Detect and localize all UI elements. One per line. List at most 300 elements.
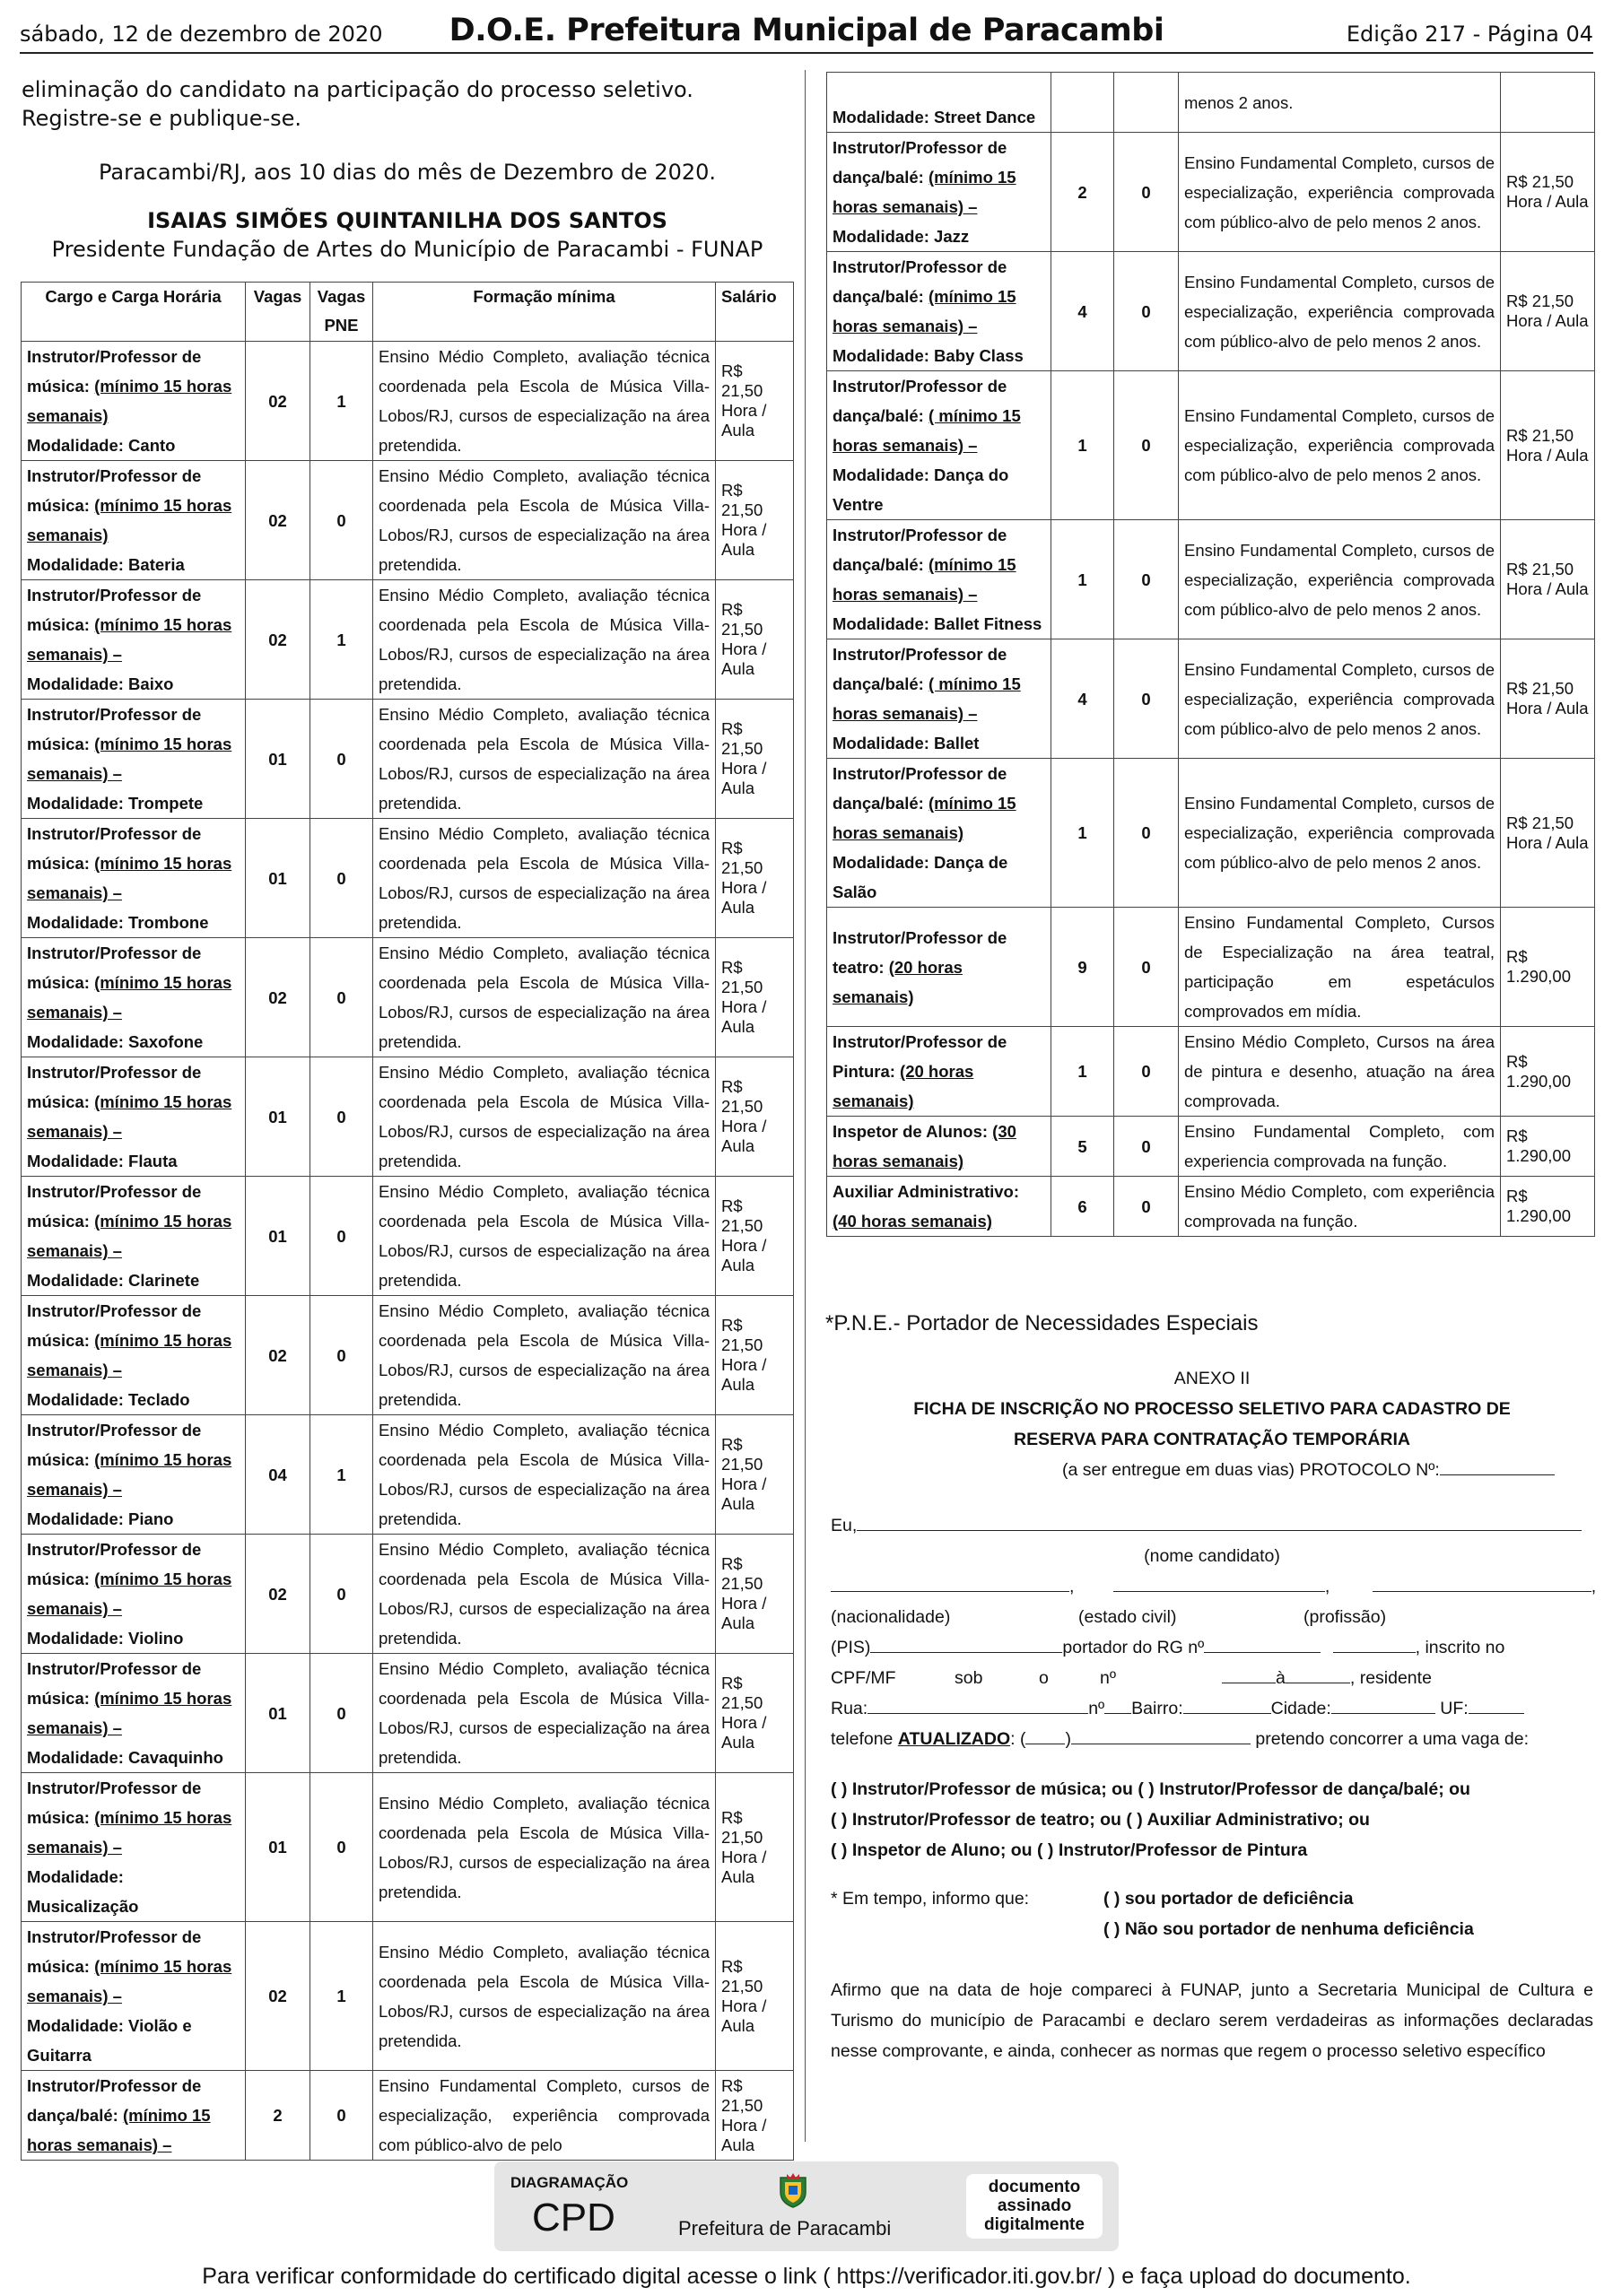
cargo-role: Instrutor/Professor de dança/balé: [27, 2076, 202, 2125]
vagas-cell: 2 [1051, 133, 1114, 252]
vagas-cell: 02 [246, 1296, 310, 1415]
signer-name: ISAIAS SIMÕES QUINTANILHA DOS SANTOS [147, 208, 667, 233]
vagas-pne-cell: 0 [310, 1177, 373, 1296]
sob-label: sob [955, 1668, 983, 1688]
header-title: D.O.E. Prefeitura Municipal de Paracambi [449, 13, 1164, 48]
salario-cell: R$ 21,50 Hora / Aula [716, 1773, 794, 1922]
vagas-cell: 4 [1051, 639, 1114, 759]
table-row [827, 1027, 1595, 1117]
tel-paren: : ( [1010, 1729, 1026, 1749]
vagas-cell: 04 [246, 1415, 310, 1535]
table-row [827, 908, 1595, 1027]
street-blank[interactable] [868, 1694, 1088, 1714]
formacao-cell: Ensino Fundamental Completo, cursos de especialização, experiência comprovada com público-alvo de pelo menos 2 anos. [1179, 371, 1501, 520]
cargo-role: Instrutor/Professor de música: [27, 1421, 202, 1469]
cargo-hours: (mínimo 15 horas semanais) – [27, 1212, 232, 1260]
vagas-cell: 9 [1051, 908, 1114, 1027]
cargo-cell [22, 1922, 246, 2071]
cargo-hours: (mínimo 15 horas semanais) – [27, 1450, 232, 1499]
cargo-hours: (mínimo 15 horas semanais) – [27, 735, 232, 783]
cargo-modality: Modalidade: Canto [27, 436, 176, 455]
cargo-modality: Modalidade: Dança de Salão [833, 853, 1008, 901]
cidade-label: Cidade: [1270, 1699, 1331, 1718]
bairro-label: Bairro: [1131, 1699, 1183, 1718]
cargo-hours: (20 horas semanais) [833, 957, 963, 1006]
formacao-cell: Ensino Médio Completo, Cursos na área de pintura e desenho, atuação na área comprovada. [1179, 1027, 1501, 1117]
vagas-pne-cell: 0 [310, 1296, 373, 1415]
cargo-cell [22, 1415, 246, 1535]
rg-label: portador do RG nº [1062, 1638, 1205, 1657]
cargo-modality: Modalidade: Teclado [27, 1390, 190, 1409]
eu-label: Eu, [831, 1516, 858, 1535]
vagas-pne-cell: 0 [310, 1654, 373, 1773]
cargo-cell [827, 1177, 1051, 1237]
salario-cell: R$ 21,50 Hora / Aula [1501, 133, 1595, 252]
cargo-cell [22, 938, 246, 1057]
cargo-cell [22, 1296, 246, 1415]
annex-sub: (a ser entregue em duas vias) PROTOCOLO Nº: [1062, 1460, 1440, 1480]
deficiency-line-2 [831, 1914, 1593, 1944]
deficiency-option-no[interactable]: ( ) Não sou portador de nenhuma deficiência [1103, 1919, 1474, 1939]
vagas-cell: 02 [246, 461, 310, 580]
vagas-pne-cell: 0 [1114, 908, 1179, 1027]
salario-cell: R$ 21,50 Hora / Aula [716, 2071, 794, 2161]
salario-cell: R$ 21,50 Hora / Aula [716, 461, 794, 580]
salario-cell: R$ 21,50 Hora / Aula [1501, 252, 1595, 371]
cpd-label: CPD [532, 2196, 615, 2239]
salario-cell: R$ 1.290,00 [1501, 1117, 1595, 1177]
coat-of-arms-icon [776, 2172, 810, 2208]
salario-cell: R$ 21,50 Hora / Aula [1501, 520, 1595, 639]
option-line-2[interactable]: ( ) Instrutor/Professor de teatro; ou ( ) Auxiliar Administrativo; ou [831, 1810, 1370, 1830]
vagas-pne-cell: 0 [310, 1535, 373, 1654]
formacao-cell: Ensino Médio Completo, avaliação técnica coordenada pela Escola de Música Villa-Lobos/RJ, cursos de especialização na área pretendida. [373, 700, 716, 819]
position-options [831, 1774, 1593, 1866]
cargo-cell [827, 252, 1051, 371]
table-row [827, 759, 1595, 908]
cargo-role: Instrutor/Professor de música: [27, 824, 202, 873]
cargo-role: Instrutor/Professor de música: [27, 944, 202, 992]
cargo-cell [827, 908, 1051, 1027]
cargo-hours: (mínimo 15 horas semanais) [833, 794, 1016, 842]
vagas-pne-cell: 0 [1114, 520, 1179, 639]
cargo-role: Instrutor/Professor de dança/balé: [833, 138, 1007, 187]
cargo-role: Instrutor/Professor de teatro: [833, 927, 1007, 977]
vagas-pne-cell: 0 [310, 2071, 373, 2161]
cargo-cell [827, 759, 1051, 908]
formacao-cell: Ensino Médio Completo, avaliação técnica coordenada pela Escola de Música Villa-Lobos/RJ, cursos de especialização na área pretendida. [373, 342, 716, 461]
cargo-role: Instrutor/Professor de música: [27, 1063, 202, 1111]
salario-cell: R$ 21,50 Hora / Aula [1501, 639, 1595, 759]
header-cargo-text: Cargo e Carga Horária [45, 287, 222, 306]
vagas-cell: 02 [246, 342, 310, 461]
vagas-cell: 02 [246, 580, 310, 700]
vagas-cell: 1 [1051, 1027, 1114, 1117]
protocol-blank[interactable] [1440, 1456, 1555, 1475]
cargo-modality: Modalidade: Baixo [27, 674, 174, 693]
positions-table-right [826, 72, 1595, 1237]
vagas-cell: 02 [246, 1535, 310, 1654]
blanks-line: , , , [831, 1571, 1593, 1602]
header-edition: Edição 217 - Página 04 [1346, 22, 1593, 47]
name-blank[interactable] [857, 1511, 1582, 1531]
cargo-modality: Modalidade: Dança do Ventre [833, 465, 1009, 514]
nome-caption: (nome candidato) [1144, 1546, 1280, 1566]
cargo-hours: ( mínimo 15 horas semanais) – [833, 674, 1021, 723]
formacao-cell: menos 2 anos. [1179, 73, 1501, 133]
pis-blank[interactable] [870, 1633, 1062, 1653]
vagas-pne-cell: 1 [310, 1415, 373, 1535]
cargo-modality: Modalidade: Ballet Fitness [833, 614, 1042, 633]
signed-line-1: documento [988, 2178, 1081, 2196]
cargo-cell [22, 1057, 246, 1177]
formacao-cell: Ensino Fundamental Completo, Cursos de Especialização na área teatral, participação em espetáculos comprovados em mídia. [1179, 908, 1501, 1027]
vagas-cell: 4 [1051, 252, 1114, 371]
ddd-blank[interactable] [1025, 1725, 1065, 1744]
vagas-cell: 01 [246, 1773, 310, 1922]
table-row [22, 1922, 794, 2071]
table-row [827, 73, 1595, 133]
formacao-cell: Ensino Médio Completo, avaliação técnica coordenada pela Escola de Música Villa-Lobos/RJ, cursos de especialização na área pretendida. [373, 461, 716, 580]
vagas-cell: 01 [246, 1654, 310, 1773]
cargo-role: Instrutor/Professor de música: [27, 1659, 202, 1708]
vagas-pne-cell: 1 [310, 342, 373, 461]
cargo-role: Instrutor/Professor de dança/balé: [833, 645, 1007, 693]
nationality-blank[interactable] [831, 1572, 1069, 1592]
cargo-cell [827, 520, 1051, 639]
formacao-cell: Ensino Médio Completo, com experiência comprovada na função. [1179, 1177, 1501, 1237]
formacao-cell: Ensino Médio Completo, avaliação técnica coordenada pela Escola de Música Villa-Lobos/RJ, cursos de especialização na área pretendida. [373, 1773, 716, 1922]
cargo-cell [22, 819, 246, 938]
salario-cell: R$ 21,50 Hora / Aula [716, 819, 794, 938]
captions-line [831, 1602, 1593, 1632]
vagas-cell: 6 [1051, 1177, 1114, 1237]
cargo-modality: Modalidade: Saxofone [27, 1032, 204, 1051]
cargo-hours: (mínimo 15 horas semanais) – [27, 1808, 232, 1857]
eu-line [831, 1510, 1593, 1541]
salario-cell: R$ 21,50 Hora / Aula [716, 1296, 794, 1415]
cargo-modality: Modalidade: Street Dance [833, 108, 1036, 126]
vagas-pne-cell: 1 [310, 1922, 373, 2071]
cargo-cell [22, 1773, 246, 1922]
rg-blank-2[interactable] [1333, 1633, 1416, 1653]
table-row [827, 133, 1595, 252]
cargo-hours: (mínimo 15 horas semanais) – [27, 1092, 232, 1141]
formacao-cell: Ensino Médio Completo, avaliação técnica coordenada pela Escola de Música Villa-Lobos/RJ, cursos de especialização na área pretendida. [373, 938, 716, 1057]
header-date: sábado, 12 de dezembro de 2020 [20, 22, 383, 47]
uf-blank[interactable] [1469, 1694, 1524, 1714]
vagas-cell: 02 [246, 1922, 310, 2071]
city-blank[interactable] [1331, 1694, 1435, 1714]
formacao-cell: Ensino Médio Completo, avaliação técnica coordenada pela Escola de Música Villa-Lobos/RJ, cursos de especialização na área pretendida. [373, 580, 716, 700]
intro-line: Registre-se e publique-se. [22, 106, 302, 131]
vagas-cell: 1 [1051, 371, 1114, 520]
signed-line-3: digitalmente [984, 2215, 1085, 2234]
cargo-role: Auxiliar Administrativo: [833, 1182, 1019, 1201]
table-row [22, 1773, 794, 1922]
annex-form [831, 1363, 1597, 2066]
vagas-pne-cell: 0 [1114, 1177, 1179, 1237]
cargo-role: Instrutor/Professor de dança/balé: [833, 377, 1007, 425]
vagas-cell: 02 [246, 938, 310, 1057]
table-row [827, 1117, 1595, 1177]
header-cargo [22, 283, 246, 342]
cargo-cell [22, 461, 246, 580]
salario-cell: R$ 1.290,00 [1501, 1027, 1595, 1117]
cargo-hours: ( mínimo 15 horas semanais) – [833, 406, 1021, 455]
cargo-role: Instrutor/Professor de música: [27, 1301, 202, 1350]
vagas-cell [1051, 73, 1114, 133]
cargo-hours: (mínimo 15 horas semanais) [27, 496, 232, 544]
cargo-role: Instrutor/Professor de Pintura: [833, 1032, 1007, 1081]
formacao-cell: Ensino Médio Completo, avaliação técnica coordenada pela Escola de Música Villa-Lobos/RJ, cursos de especialização na área pretendida. [373, 1654, 716, 1773]
number-blank[interactable] [1104, 1694, 1131, 1714]
header-vagas [246, 283, 310, 342]
vagas-cell: 01 [246, 1177, 310, 1296]
vagas-pne-cell: 0 [310, 1057, 373, 1177]
vagas-cell: 1 [1051, 759, 1114, 908]
pis-label: (PIS) [831, 1638, 871, 1657]
intro-section [22, 75, 793, 264]
table-row [22, 342, 794, 461]
vagas-pne-cell: 0 [1114, 759, 1179, 908]
column-divider [805, 70, 806, 2142]
cargo-modality: Modalidade: Piano [27, 1509, 174, 1528]
table-row [22, 938, 794, 1057]
salario-cell: R$ 21,50 Hora / Aula [716, 1177, 794, 1296]
cargo-role: Instrutor/Professor de dança/balé: [833, 526, 1007, 574]
phone-blank[interactable] [1071, 1725, 1251, 1744]
cargo-role: Instrutor/Professor de música: [27, 1927, 202, 1976]
table-row [22, 1654, 794, 1773]
formacao-cell: Ensino Fundamental Completo, cursos de especialização, experiência comprovada com público-alvo de pelo menos 2 anos. [1179, 759, 1501, 908]
cargo-hours: (mínimo 15 horas semanais) – [833, 555, 1016, 604]
salario-cell: R$ 21,50 Hora / Aula [716, 1057, 794, 1177]
em-tempo-label: * Em tempo, informo que: [831, 1889, 1030, 1909]
cargo-hours: (mínimo 15 horas semanais) – [27, 1957, 232, 2005]
vagas-pne-cell: 0 [1114, 371, 1179, 520]
salario-cell: R$ 21,50 Hora / Aula [1501, 759, 1595, 908]
signer-role: Presidente Fundação de Artes do Município de Paracambi - FUNAP [51, 237, 763, 262]
place-date: Paracambi/RJ, aos 10 dias do mês de Dezembro de 2020. [98, 160, 717, 185]
annex-title: ANEXO II [1173, 1369, 1251, 1388]
annex-heading-2: RESERVA PARA CONTRATAÇÃO TEMPORÁRIA [1013, 1430, 1410, 1449]
formacao-cell: Ensino Médio Completo, avaliação técnica coordenada pela Escola de Música Villa-Lobos/RJ, cursos de especialização na área pretendida. [373, 1296, 716, 1415]
tel-close: ) [1065, 1729, 1071, 1749]
cargo-role: Instrutor/Professor de música: [27, 705, 202, 753]
table-row [22, 1535, 794, 1654]
salario-cell: R$ 1.290,00 [1501, 908, 1595, 1027]
header-vagas-text: Vagas [253, 287, 302, 306]
cpf-line [831, 1663, 1593, 1693]
formacao-cell: Ensino Fundamental Completo, cursos de especialização, experiência comprovada com público-alvo de pelo menos 2 anos. [1179, 252, 1501, 371]
civil-status-blank[interactable] [1113, 1572, 1325, 1592]
left-table-body [22, 342, 794, 2161]
cargo-cell [22, 1177, 246, 1296]
cargo-cell [827, 73, 1051, 133]
formacao-cell: Ensino Fundamental Completo, cursos de especialização, experiência comprovada com público-alvo de pelo menos 2 anos. [1179, 133, 1501, 252]
cargo-role: Instrutor/Professor de música: [27, 1182, 202, 1231]
address-line [831, 1693, 1593, 1724]
cargo-role: Instrutor/Professor de dança/balé: [833, 257, 1007, 306]
cargo-role: Instrutor/Professor de música: [27, 586, 202, 634]
salario-cell: R$ 21,50 Hora / Aula [716, 342, 794, 461]
cargo-hours: (30 horas semanais) [833, 1122, 1016, 1170]
vagas-cell: 01 [246, 700, 310, 819]
vagas-cell: 01 [246, 1057, 310, 1177]
vagas-cell: 5 [1051, 1117, 1114, 1177]
cargo-modality: Modalidade: Bateria [27, 555, 185, 574]
table-row [22, 700, 794, 819]
profession-blank[interactable] [1373, 1572, 1591, 1592]
cargo-modality: Modalidade: Trombone [27, 913, 209, 932]
no2-label: nº [1088, 1699, 1105, 1718]
pis-line [831, 1632, 1593, 1663]
table-row [827, 1177, 1595, 1237]
vagas-cell: 01 [246, 819, 310, 938]
salario-cell: R$ 21,50 Hora / Aula [716, 580, 794, 700]
vagas-pne-cell: 0 [1114, 252, 1179, 371]
cargo-hours: (mínimo 15 horas semanais) – [27, 1689, 232, 1737]
cargo-role: Instrutor/Professor de música: [27, 466, 202, 515]
vagas-pne-cell: 1 [310, 580, 373, 700]
table-row [22, 2071, 794, 2161]
vagas-pne-cell: 0 [1114, 1027, 1179, 1117]
cargo-modality: Modalidade: Clarinete [27, 1271, 200, 1290]
salario-cell: R$ 1.290,00 [1501, 1177, 1595, 1237]
telefone-label: telefone [831, 1729, 894, 1749]
cargo-modality: Modalidade: Musicalização [27, 1867, 139, 1916]
table-row [22, 1296, 794, 1415]
salario-cell: R$ 21,50 Hora / Aula [716, 938, 794, 1057]
cargo-hours: (mínimo 15 horas semanais) [27, 377, 232, 425]
affirmation-paragraph: Afirmo que na data de hoje compareci à FUNAP, junto a Secretaria Municipal de Cultura e Turismo do município de Paracambi e declaro serem verdadeiras as informações declaradas nesse comprovante, e ainda, conhecer as normas que regem o processo seletivo específico [831, 1980, 1593, 2061]
table-row [22, 819, 794, 938]
cargo-role: Instrutor/Professor de música: [27, 347, 202, 396]
cargo-cell [22, 1535, 246, 1654]
cargo-hours: (mínimo 15 horas semanais) – [833, 168, 1016, 216]
formacao-cell: Ensino Médio Completo, avaliação técnica coordenada pela Escola de Música Villa-Lobos/RJ, cursos de especialização na área pretendida. [373, 1177, 716, 1296]
uf-label: UF: [1440, 1699, 1469, 1718]
table-row [22, 580, 794, 700]
cargo-hours: (mínimo 15 horas semanais) – [27, 1570, 232, 1618]
vagas-pne-cell: 0 [1114, 1117, 1179, 1177]
cargo-hours: (mínimo 15 horas semanais) – [27, 854, 232, 902]
cargo-cell [22, 342, 246, 461]
deficiency-option-yes[interactable]: ( ) sou portador de deficiência [1103, 1889, 1354, 1909]
cpf-blank[interactable] [1222, 1664, 1276, 1683]
rg-blank[interactable] [1204, 1633, 1321, 1653]
formacao-cell: Ensino Médio Completo, avaliação técnica coordenada pela Escola de Música Villa-Lobos/RJ, cursos de especialização na área pretendida. [373, 1535, 716, 1654]
option-line-1[interactable]: ( ) Instrutor/Professor de música; ou ( ) Instrutor/Professor de dança/balé; ou [831, 1779, 1470, 1799]
cargo-cell [827, 1117, 1051, 1177]
cargo-modality: Modalidade: Flauta [27, 1152, 178, 1170]
formacao-cell: Ensino Fundamental Completo, com experiencia comprovada na função. [1179, 1117, 1501, 1177]
vagas-pne-cell: 0 [310, 938, 373, 1057]
salario-cell: R$ 21,50 Hora / Aula [716, 1654, 794, 1773]
atualizado-label: ATUALIZADO [897, 1729, 1011, 1749]
formacao-cell: Ensino Fundamental Completo, cursos de especialização, experiência comprovada com público-alvo de pelo [373, 2071, 716, 2161]
vagas-pne-cell: 0 [1114, 639, 1179, 759]
cargo-modality: Modalidade: Trompete [27, 794, 204, 813]
cargo-cell [827, 639, 1051, 759]
cargo-cell [827, 133, 1051, 252]
positions-table-left [21, 282, 794, 2161]
cargo-modality: Modalidade: Baby Class [833, 346, 1024, 365]
table-row [827, 520, 1595, 639]
option-line-3[interactable]: ( ) Inspetor de Aluno; ou ( ) Instrutor/Professor de Pintura [831, 1840, 1308, 1860]
table-row [827, 639, 1595, 759]
residente-label: , residente [1349, 1668, 1432, 1688]
cargo-cell [22, 1654, 246, 1773]
right-table-body [827, 73, 1595, 1237]
phone-line [831, 1724, 1593, 1754]
signed-badge [966, 2174, 1103, 2239]
table-row [22, 461, 794, 580]
date-blank[interactable] [1286, 1664, 1350, 1683]
cargo-role: Instrutor/Professor de música: [27, 1779, 202, 1827]
header-formacao-text: Formação mínima [473, 287, 615, 306]
salario-cell: R$ 21,50 Hora / Aula [716, 1535, 794, 1654]
footer-box [494, 2161, 1119, 2251]
table-row [22, 1177, 794, 1296]
vagas-pne-cell: 0 [1114, 133, 1179, 252]
vagas-pne-cell: 0 [310, 1773, 373, 1922]
protocol-line [831, 1455, 1593, 1485]
page-header [20, 13, 1593, 54]
deficiency-line-1 [831, 1883, 1593, 1914]
verification-note: Para verificar conformidade do certificado digital acesse o link ( https://verificador.iti.gov.br/ ) e faça upload do documento. [202, 2264, 1411, 2289]
intro-line: eliminação do candidato na participação do processo seletivo. [22, 77, 693, 102]
cargo-hours: (20 horas semanais) [833, 1062, 974, 1110]
cargo-hours: (40 horas semanais) [833, 1212, 992, 1231]
signed-line-2: assinado [997, 2196, 1072, 2215]
annex-heading-1: FICHA DE INSCRIÇÃO NO PROCESSO SELETIVO PARA CADASTRO DE [913, 1399, 1511, 1419]
salario-cell: R$ 21,50 Hora / Aula [716, 1922, 794, 2071]
estado-civil-caption: (estado civil) [1078, 1607, 1177, 1627]
cargo-modality: Modalidade: Jazz [833, 227, 970, 246]
pne-note: *P.N.E.- Portador de Necessidades Especiais [825, 1311, 1259, 1335]
bairro-blank[interactable] [1183, 1694, 1271, 1714]
cargo-cell [22, 700, 246, 819]
vagas-pne-cell: 0 [310, 461, 373, 580]
rua-label: Rua: [831, 1699, 868, 1718]
header-formacao [373, 283, 716, 342]
a-label: à [1276, 1668, 1286, 1688]
cargo-modality: Modalidade: Violino [27, 1629, 184, 1648]
header-vagas-pne [310, 283, 373, 342]
formacao-cell: Ensino Fundamental Completo, cursos de especialização, experiência comprovada com público-alvo de pelo menos 2 anos. [1179, 639, 1501, 759]
cargo-cell [22, 2071, 246, 2161]
pretendo-label: pretendo concorrer a uma vaga de: [1255, 1729, 1529, 1749]
vagas-pne-cell: 0 [310, 819, 373, 938]
cargo-role: Inspetor de Alunos: [833, 1122, 989, 1141]
cpf-label: CPF/MF [831, 1668, 896, 1688]
formacao-cell: Ensino Médio Completo, avaliação técnica coordenada pela Escola de Música Villa-Lobos/RJ, cursos de especialização na área pretendida. [373, 1922, 716, 2071]
formacao-cell: Ensino Fundamental Completo, cursos de especialização, experiência comprovada com público-alvo de pelo menos 2 anos. [1179, 520, 1501, 639]
table-row [827, 371, 1595, 520]
table-row [22, 1415, 794, 1535]
vagas-pne-cell [1114, 73, 1179, 133]
cargo-cell [22, 580, 246, 700]
vagas-cell: 1 [1051, 520, 1114, 639]
salario-cell: R$ 21,50 Hora / Aula [716, 1415, 794, 1535]
formacao-cell: Ensino Médio Completo, avaliação técnica coordenada pela Escola de Música Villa-Lobos/RJ, cursos de especialização na área pretendida. [373, 1415, 716, 1535]
cargo-cell [827, 371, 1051, 520]
cargo-modality: Modalidade: Violão e Guitarra [27, 2016, 192, 2065]
diagramacao-label: DIAGRAMAÇÃO [510, 2174, 629, 2191]
cargo-role: Instrutor/Professor de dança/balé: [833, 764, 1007, 813]
